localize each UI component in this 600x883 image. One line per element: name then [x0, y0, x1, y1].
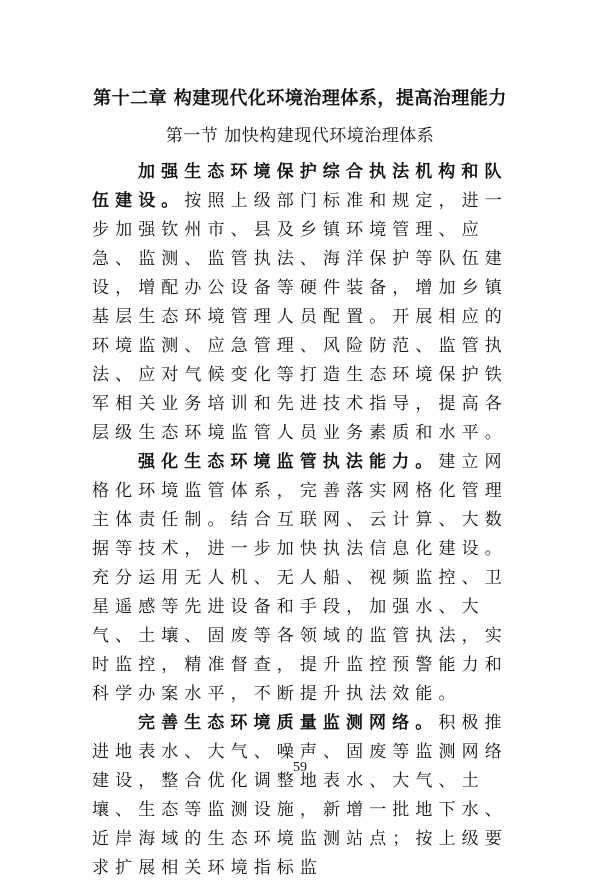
paragraph-lead: 强化生态环境监管执法能力。 — [138, 452, 439, 472]
paragraph-text: 建立网格化环境监管体系，完善落实网格化管理主体责任制。结合互联网、云计算、大数据等技术，进一步加快执法信息化建设。充分运用无人机、无人船、视频监控、卫星遥感等先进设备和手段，加强水、大气、土壤、固废等各领域的监管执法，实时监控，精准督查，提升监控预警能力和科学办案水平，不断提升执法效能。 — [92, 452, 508, 704]
paragraph-text: 按照上级部门标准和规定，进一步加强钦州市、县及乡镇环境管理、应急、监测、监管执法、海洋保护等队伍建设，增配办公设备等硬件装备，增加乡镇基层生态环境管理人员配置。开展相应的环境监测、应急管理、风险防范、监管执法、应对气候变化等打造生态环境保护铁军相关业务培训和先进技术指导，提高各层级生态环境监管人员业务素质和水平。 — [92, 191, 508, 443]
page-number: 59 — [293, 760, 307, 775]
paragraph-monitoring-network — [92, 709, 513, 883]
paragraph-lead: 加强生态环境保护综合执法机构和队伍建设。 — [92, 162, 508, 211]
paragraph-enforcement-capability — [92, 448, 513, 709]
paragraph-lead: 完善生态环境质量监测网络。 — [138, 713, 439, 733]
section-title: 第一节 加快构建现代环境治理体系 — [165, 126, 435, 146]
paragraph-enforcement-team — [92, 158, 513, 448]
paragraph-text: 积极推进地表水、大气、噪声、固废等监测网络建设，整合优化调整地表水、大气、土壤、生态等监测设施，新增一批地下水、近岸海域的生态环境监测站点；按上级要求扩展相关环境指标监 — [92, 713, 508, 878]
chapter-title: 第十二章 构建现代化环境治理体系，提高治理能力 — [93, 88, 507, 109]
